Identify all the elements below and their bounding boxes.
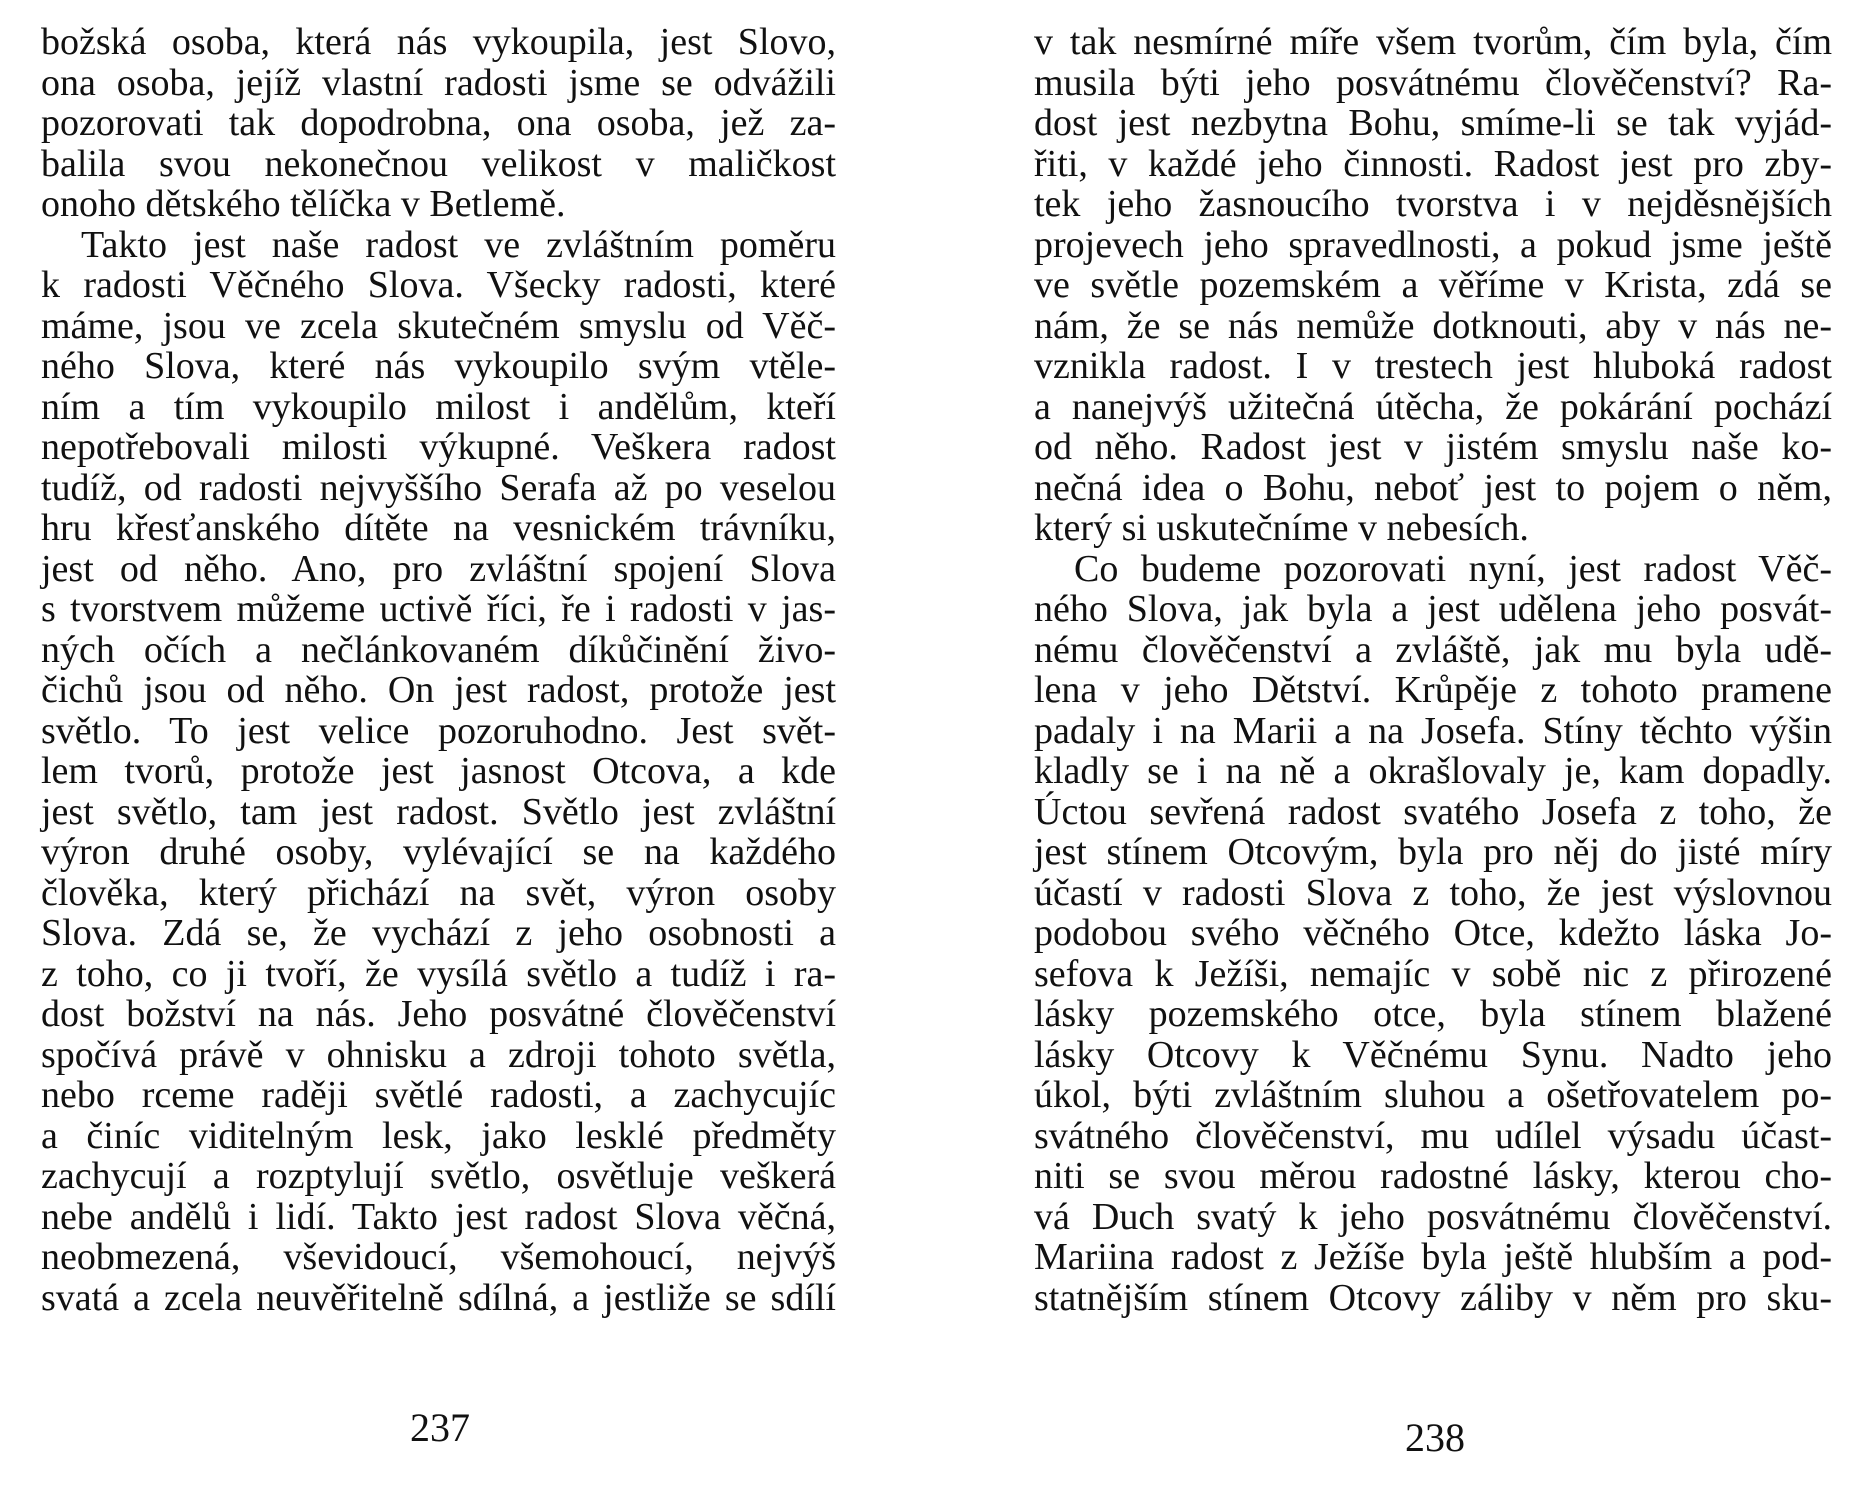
text-line: niti se svou měrou radostné lásky, kterou cho- [1034,1155,1832,1197]
text-line: božská osoba, která nás vykoupila, jest Slovo, [41,21,836,63]
text-line: vznikla radost. I v trestech jest hluboká radost [1034,345,1832,387]
text-line: světlo. To jest velice pozoruhodno. Jest svět- [41,709,836,752]
text-line: projevech jeho spravedlnosti, a pokud jsme ještě [1034,223,1832,266]
text-line: pozorovati tak dopodrobna, ona osoba, jež za- [41,102,836,144]
text-line: řiti, v každé jeho činnosti. Radost jest pro zby- [1034,142,1832,185]
text-line: onoho dětského tělíčka v Betlemě. [41,183,566,225]
right-page-text [1034,22,1832,1318]
page-number-right: 238 [1405,1415,1465,1460]
text-line: tek jeho žasnoucího tvorstva i v nejděsnějších [1034,183,1832,225]
text-line: podobou svého věčného Otce, kdežto láska Jo- [1034,912,1832,954]
text-line: člověka, který přichází na svět, výron osoby [41,871,836,914]
text-line: statnějším stínem Otcovy záliby v něm pro sku- [1034,1276,1832,1319]
text-line: hru křesťanského dítěte na vesnickém trávníku, [41,507,836,549]
text-line: z toho, co ji tvoří, že vysílá světlo a tudíž i ra- [41,952,836,995]
text-line: a nanejvýš užitečná útěcha, že pokárání pochází [1034,385,1832,428]
text-line: svatá a zcela neuvěřitelně sdílná, a jestliže se sdílí [41,1276,836,1319]
text-line: ním a tím vykoupilo milost i andělům, kteří [41,385,836,428]
text-line: svátného člověčenství, mu udílel výsadu účast- [1034,1114,1832,1157]
text-line: ných očích a nečlánkovaném díkůčinění živo- [41,628,836,671]
text-line: nebo rceme raději světlé radosti, a zachycujíc [41,1074,836,1116]
text-line: který si uskutečníme v nebesích. [1034,507,1529,549]
text-line: dost božství na nás. Jeho posvátné člověčenství [41,993,836,1035]
text-line: spočívá právě v ohnisku a zdroji tohoto světla, [41,1033,836,1076]
text-line: neobmezená, vševidoucí, všemohoucí, nejvýš [41,1236,836,1278]
text-line: úkol, býti zvláštním sluhou a ošetřovatelem po- [1034,1074,1832,1116]
text-line: ona osoba, jejíž vlastní radosti jsme se odvážili [41,61,836,104]
text-line: dost jest nezbytna Bohu, smíme-li se tak vyjád- [1034,102,1832,144]
text-line: jest světlo, tam jest radost. Světlo jest zvláštní [41,790,836,833]
text-line: lem tvorů, protože jest jasnost Otcova, a kde [41,750,836,792]
text-line: sefova k Ježíši, nemajíc v sobě nic z přirozené [1034,952,1832,995]
text-line: Slova. Zdá se, že vychází z jeho osobnosti a [41,912,836,954]
text-line: výron druhé osoby, vylévající se na každého [41,831,836,873]
text-line: jest od něho. Ano, pro zvláštní spojení Slova [41,547,836,590]
text-line: čichů jsou od něho. On jest radost, protože jest [41,669,836,711]
left-page-text [41,22,836,1318]
text-line: lásky pozemského otce, byla stínem blažené [1034,993,1832,1035]
text-line: ného Slova, jak byla a jest udělena jeho posvát- [1034,588,1832,630]
text-line: Co budeme pozorovati nyní, jest radost Věč- [1074,547,1832,590]
text-line: lena v jeho Dětství. Krůpěje z tohoto pramene [1034,669,1832,711]
text-line: nebe andělů i lidí. Takto jest radost Slova věčná, [41,1195,836,1238]
text-line: v tak nesmírné míře všem tvorům, čím byla, čím [1034,21,1832,63]
text-line: a činíc viditelným lesk, jako lesklé předměty [41,1114,836,1157]
text-line: k radosti Věčného Slova. Všecky radosti, které [41,264,836,306]
text-line: nečná idea o Bohu, neboť jest to pojem o něm, [1034,466,1832,509]
text-line: jest stínem Otcovým, byla pro něj do jisté míry [1034,831,1832,873]
text-line: od něho. Radost jest v jistém smyslu naše ko- [1034,426,1832,468]
text-line: máme, jsou ve zcela skutečném smyslu od Věč- [41,304,836,347]
text-line: zachycují a rozptylují světlo, osvětluje veškerá [41,1155,836,1197]
text-line: lásky Otcovy k Věčnému Synu. Nadto jeho [1034,1033,1832,1076]
text-line: kladly se i na ně a okrašlovaly je, kam dopadly. [1034,750,1832,792]
text-line: balila svou nekonečnou velikost v maličkost [41,142,836,185]
text-line: ného Slova, které nás vykoupilo svým vtěle- [41,345,836,387]
text-line: nému člověčenství a zvláště, jak mu byla udě- [1034,628,1832,671]
text-line: ve světle pozemském a věříme v Krista, zdá se [1034,264,1832,306]
text-line: Mariina radost z Ježíše byla ještě hlubším a pod- [1034,1236,1832,1278]
text-line: musila býti jeho posvátnému člověčenství? Ra- [1034,61,1832,104]
text-line: padaly i na Marii a na Josefa. Stíny těchto výšin [1034,709,1832,752]
text-line: nepotřebovali milosti výkupné. Veškera radost [41,426,836,468]
text-line: účastí v radosti Slova z toho, že jest výslovnou [1034,871,1832,914]
text-line: vá Duch svatý k jeho posvátnému člověčenství. [1034,1195,1832,1238]
page-number-left: 237 [410,1405,470,1450]
text-line: nám, že se nás nemůže dotknouti, aby v nás ne- [1034,304,1832,347]
text-line: s tvorstvem můžeme uctivě říci, ře i radosti v jas- [41,588,836,630]
text-line: Úctou sevřená radost svatého Josefa z toho, že [1034,790,1832,833]
text-line: Takto jest naše radost ve zvláštním poměru [81,223,836,266]
text-line: tudíž, od radosti nejvyššího Serafa až po veselou [41,466,836,509]
